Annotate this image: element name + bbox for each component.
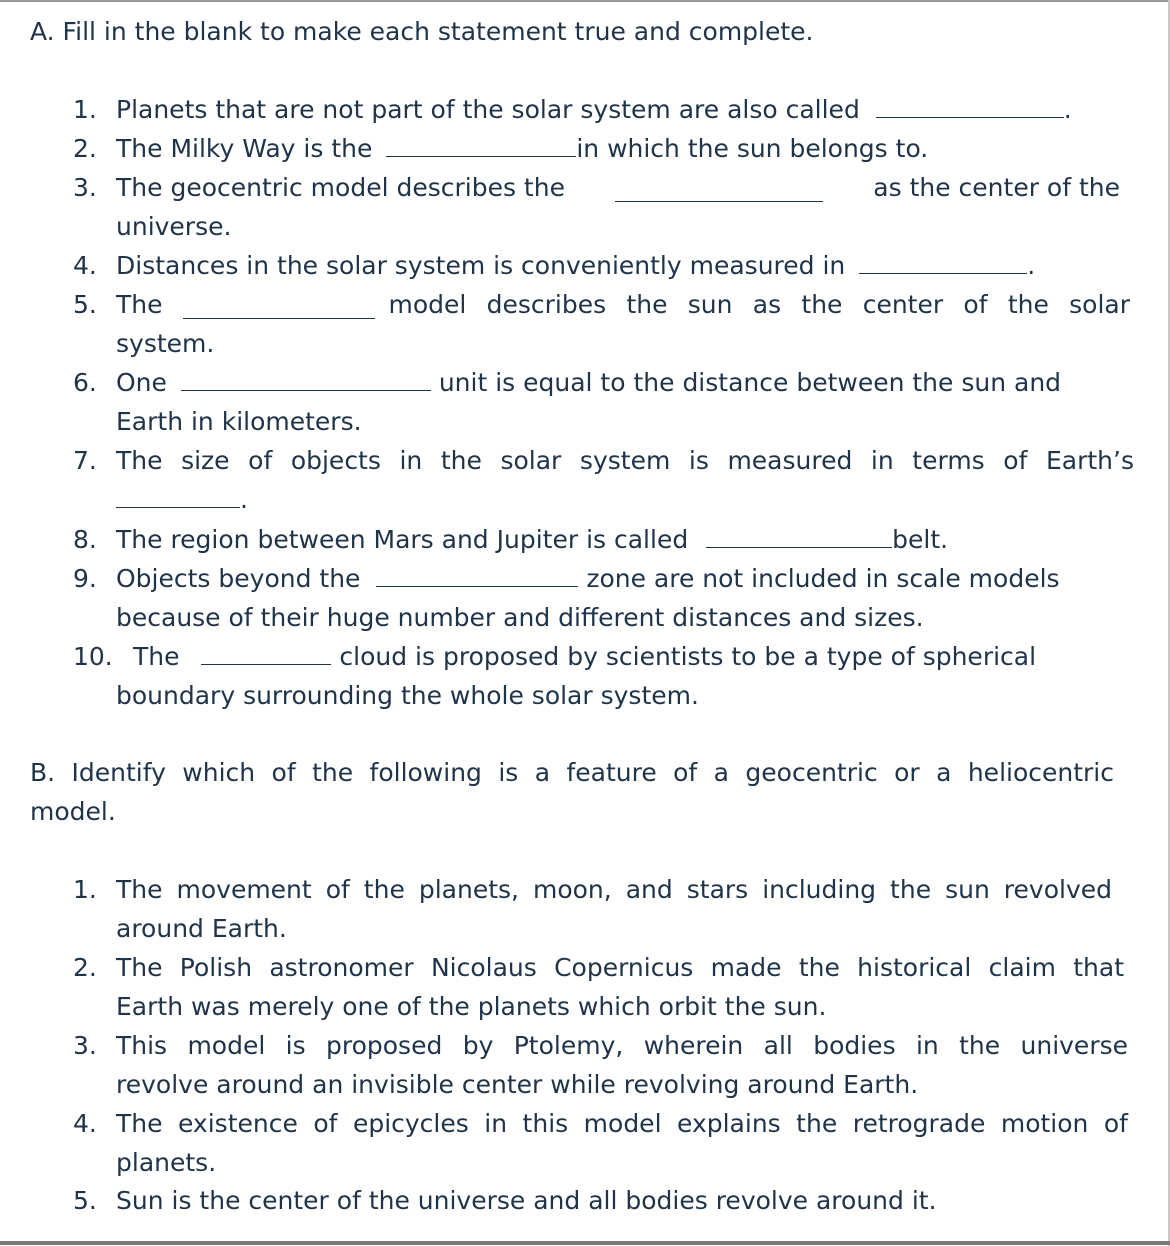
a-item-number: 6. <box>73 368 97 397</box>
b-item-4-continuation: planets. <box>116 1148 217 1177</box>
a-item-9 <box>116 563 1060 595</box>
a-item-8 <box>116 524 948 556</box>
a-item-number: 3. <box>73 173 97 202</box>
a-item-3-blank[interactable] <box>615 179 823 202</box>
a-item-9-end: zone are not included in scale models <box>586 564 1060 593</box>
b-item-3-text: This model is proposed by Ptolemy, wherein all bodies in the universe <box>116 1031 1128 1060</box>
a-item-2-blank[interactable] <box>386 134 576 157</box>
a-item-7-end: . <box>240 485 248 514</box>
a-item-number: 5. <box>73 290 97 319</box>
a-item-5-end: model describes the sun as the center of the solar <box>388 290 1130 319</box>
a-item-6-text: One <box>116 368 167 397</box>
a-item-9-blank[interactable] <box>376 564 578 587</box>
b-item-3-continuation: revolve around an invisible center while revolving around Earth. <box>116 1070 919 1099</box>
b-item-1-text: The movement of the planets, moon, and stars including the sun revolved <box>116 875 1112 904</box>
a-item-1-text: Planets that are not part of the solar system are also called <box>116 95 860 124</box>
section-a-heading: A. Fill in the blank to make each statement true and complete. <box>30 17 814 46</box>
a-item-6-blank[interactable] <box>181 368 431 391</box>
a-item-number: 9. <box>73 564 97 593</box>
a-item-9-text: Objects beyond the <box>116 564 361 593</box>
b-item-number: 2. <box>73 953 97 982</box>
a-item-8-blank[interactable] <box>706 525 892 548</box>
a-item-1-blank[interactable] <box>876 95 1064 118</box>
section-b-heading-continuation: model. <box>30 797 116 826</box>
a-item-2-text: The Milky Way is the <box>116 134 373 163</box>
b-item-1-continuation: around Earth. <box>116 914 287 943</box>
a-item-number: 8. <box>73 525 97 554</box>
a-item-3-text: The geocentric model describes the <box>116 173 565 202</box>
a-item-6-end: unit is equal to the distance between the sun and <box>438 368 1062 397</box>
b-item-number: 4. <box>73 1109 97 1138</box>
a-item-10-end: cloud is proposed by scientists to be a type of spherical <box>339 642 1037 671</box>
section-b-heading: B. Identify which of the following is a feature of a geocentric or a heliocentric <box>30 758 1114 787</box>
a-item-8-text: The region between Mars and Jupiter is called <box>116 525 689 554</box>
page-bottom-border <box>0 1241 1170 1245</box>
a-item-10 <box>133 641 1036 673</box>
a-item-2-end: in which the sun belongs to. <box>576 134 929 163</box>
a-item-number: 4. <box>73 251 97 280</box>
a-item-7-continuation <box>116 484 248 516</box>
a-item-3 <box>116 172 1120 204</box>
a-item-number: 2. <box>73 134 97 163</box>
b-item-number: 1. <box>73 875 97 904</box>
b-item-number: 5. <box>73 1186 97 1215</box>
b-item-2-continuation: Earth was merely one of the planets which orbit the sun. <box>116 992 827 1021</box>
a-item-1 <box>116 94 1072 126</box>
b-item-4-text: The existence of epicycles in this model explains the retrograde motion of <box>116 1109 1128 1138</box>
a-item-10-continuation: boundary surrounding the whole solar system. <box>116 681 699 710</box>
a-item-7-text: The size of objects in the solar system is measured in terms of Earth’s <box>116 446 1134 475</box>
a-item-3-continuation: universe. <box>116 212 232 241</box>
a-item-4-end: . <box>1027 251 1036 280</box>
page-top-border <box>0 0 1170 2</box>
b-item-2-text: The Polish astronomer Nicolaus Copernicus made the historical claim that <box>116 953 1124 982</box>
a-item-number: 7. <box>73 446 97 475</box>
a-item-10-blank[interactable] <box>201 642 331 665</box>
a-item-2 <box>116 133 928 165</box>
a-item-3-end: as the center of the <box>873 173 1120 202</box>
a-item-number: 1. <box>73 95 97 124</box>
a-item-5-continuation: system. <box>116 329 215 358</box>
a-item-6-continuation: Earth in kilometers. <box>116 407 362 436</box>
b-item-number: 3. <box>73 1031 97 1060</box>
a-item-number: 10. <box>73 642 113 671</box>
a-item-4 <box>116 250 1035 282</box>
a-item-5-text: The <box>116 290 163 319</box>
b-item-5-text: Sun is the center of the universe and all bodies revolve around it. <box>116 1186 937 1215</box>
a-item-4-text: Distances in the solar system is conveniently measured in <box>116 251 846 280</box>
a-item-6 <box>116 367 1061 399</box>
a-item-4-blank[interactable] <box>859 251 1027 274</box>
a-item-1-end: . <box>1063 95 1072 124</box>
a-item-8-end: belt. <box>892 525 949 554</box>
a-item-9-continuation: because of their huge number and different distances and sizes. <box>116 603 924 632</box>
a-item-7-blank[interactable] <box>116 485 240 508</box>
a-item-10-text: The <box>133 642 180 671</box>
a-item-5-blank[interactable] <box>183 296 375 319</box>
a-item-5 <box>116 289 1130 321</box>
